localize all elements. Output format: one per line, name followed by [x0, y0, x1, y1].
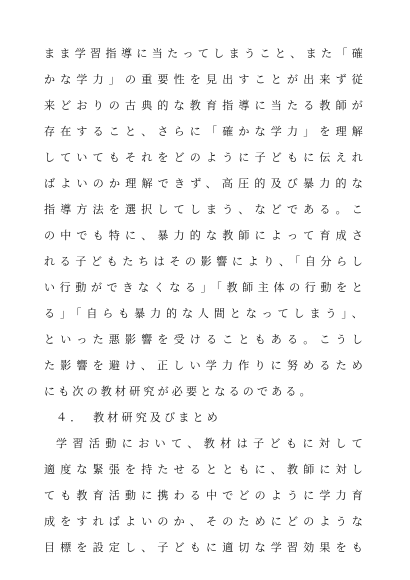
text-line: た影響を避け、正しい学力作りに努めるため [44, 359, 366, 372]
text-line: 来どおりの古典的な教育指導に当たる教師が [44, 99, 366, 112]
text-line: していてもそれをどのように子どもに伝えれ [44, 151, 366, 164]
text-line: い行動ができなくなる」「教師主体の行動をと [44, 281, 366, 294]
text-line: の中でも特に、暴力的な教師によって育成さ [44, 229, 366, 242]
text-line: といった悪影響を受けることもある。こうし [44, 333, 366, 346]
text-line: る」「自らも暴力的な人間となってしまう」、 [44, 307, 366, 320]
text-line: ても教育活動に携わる中でどのように学力育 [44, 489, 366, 502]
section-heading: ４． 教材研究及びまとめ [56, 411, 221, 424]
text-line: 学習活動において、教材は子どもに対して [56, 437, 366, 450]
text-line: 存在すること、さらに「確かな学力」を理解 [44, 125, 366, 138]
text-line: かな学力」の重要性を見出すことが出来ず従 [44, 73, 366, 86]
text-line: まま学習指導に当たってしまうこと、また「確 [44, 47, 366, 60]
text-line: 適度な緊張を持たせるとともに、教師に対し [44, 463, 366, 476]
text-line: ばよいのか理解できず、高圧的及び暴力的な [44, 177, 366, 190]
text-line: れる子どもたちはその影響により、「自分らし [44, 255, 366, 268]
text-line: 指導方法を選択してしまう、などである。こ [44, 203, 366, 216]
text-line: 成をすればよいのか、そのためにどのような [44, 515, 366, 528]
text-line: にも次の教材研究が必要となるのである。 [44, 385, 314, 398]
text-line: 目標を設定し、子どもに適切な学習効果をも [44, 541, 366, 554]
